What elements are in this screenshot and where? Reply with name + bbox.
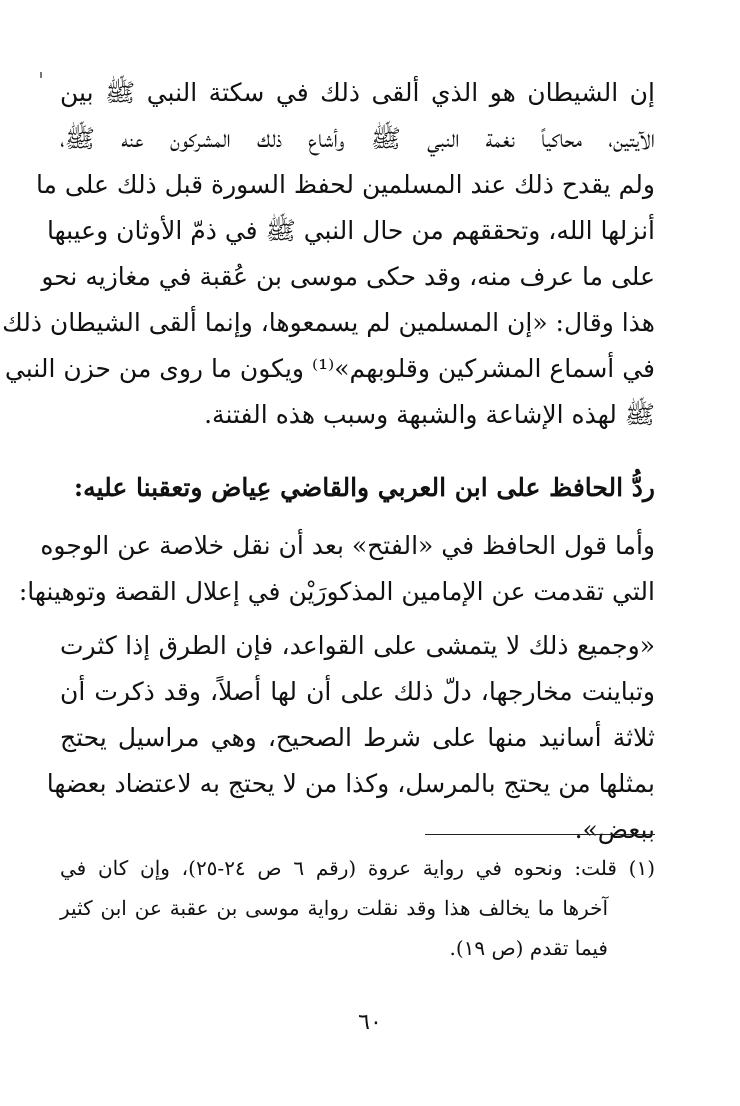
- paragraph-2: [18, 523, 655, 615]
- text-line: الآيتين، محاكياً نغمة النبي ﷺ وأشاع ذلك المشركون عنه ﷺ،: [60, 124, 655, 153]
- text-line: بمثلها من يحتج بالمرسل، وكذا من لا يحتج به لاعتضاد بعضها: [46, 769, 655, 798]
- text-line: وتباينت مخارجها، دلّ ذلك على أن لها أصلاً، وقد ذكرت أن: [60, 677, 655, 706]
- paragraph-1: [2, 70, 655, 438]
- margin-mark: [40, 72, 42, 78]
- page-number: ٦٠: [358, 1010, 382, 1035]
- section-heading: ردُّ الحافظ على ابن العربي والقاضي عِياض وتعقبنا عليه:: [73, 473, 655, 502]
- footnote-line: (١) قلت: ونحوه في رواية عروة (رقم ٦ ص ٢٤-٢٥)، وإن كان في: [60, 856, 656, 880]
- text-line: على ما عرف منه، وقد حكى موسى بن عُقبة في مغازيه نحو: [41, 262, 655, 291]
- footnote: [60, 848, 655, 968]
- text-line: أنزلها الله، وتحققهم من حال النبي ﷺ في ذمّ الأوثان وعيبها: [46, 216, 655, 245]
- text-line: ثلاثة أسانيد منها على شرط الصحيح، وهي مراسيل يحتج: [60, 723, 655, 752]
- page-body: [2, 70, 655, 853]
- text-line: ولم يقدح ذلك عند المسلمين لحفظ السورة قبل ذلك على ما: [35, 170, 655, 199]
- text-line: ﷺ لهذه الإشاعة والشبهة وسبب هذه الفتنة.: [204, 400, 655, 429]
- text-line: «وجميع ذلك لا يتمشى على القواعد، فإن الطرق إذا كثرت: [60, 631, 655, 660]
- text-line: في أسماع المشركين وقلوبهم»⁽¹⁾ ويكون ما روى من حزن النبي: [4, 354, 655, 383]
- text-line: ببعض».: [574, 815, 655, 844]
- footnote-divider: [425, 834, 655, 835]
- footnote-line: آخرها ما يخالف هذا وقد نقلت رواية موسى بن عقبة عن ابن كثير: [60, 896, 608, 920]
- text-line: إن الشيطان هو الذي ألقى ذلك في سكتة النبي ﷺ بين: [60, 78, 655, 107]
- text-line: هذا وقال: «إن المسلمين لم يسمعوها، وإنما ألقى الشيطان ذلك: [2, 308, 655, 337]
- text-line: وأما قول الحافظ في «الفتح» بعد أن نقل خلاصة عن الوجوه: [40, 531, 655, 560]
- quotation: [46, 623, 655, 853]
- footnote-line: فيما تقدم (ص ١٩).: [449, 936, 608, 960]
- text-line: التي تقدمت عن الإمامين المذكورَيْن في إعلال القصة وتوهينها:: [18, 577, 655, 606]
